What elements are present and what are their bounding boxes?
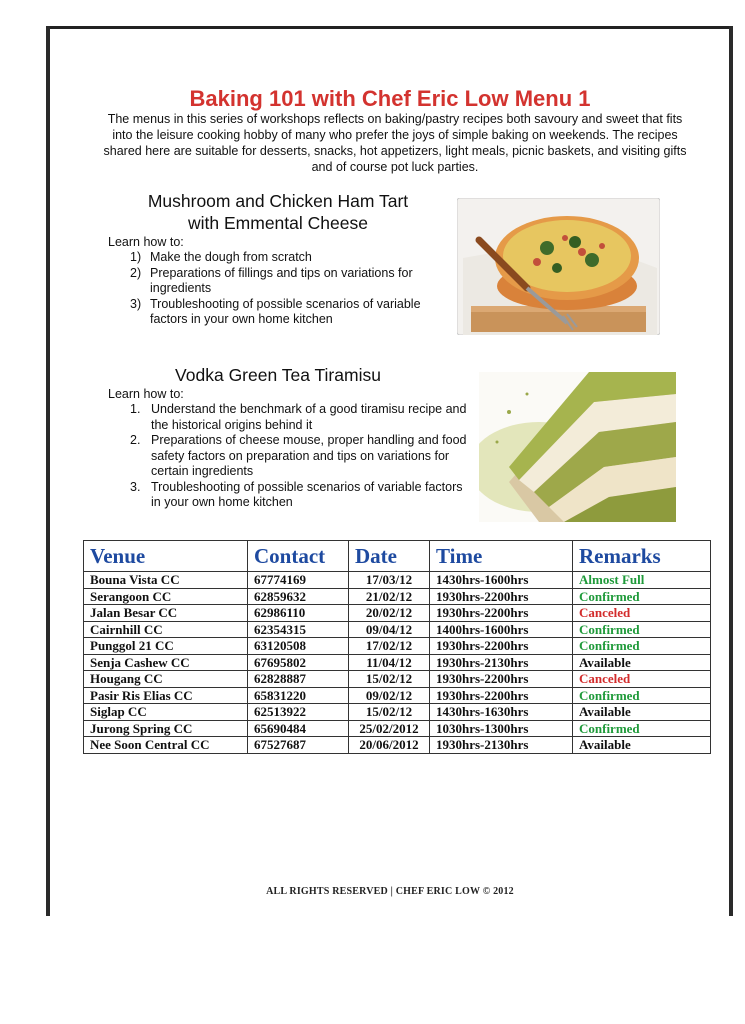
recipe1-title-line1: Mushroom and Chicken Ham Tart [147,191,409,211]
step-number: 1) [130,250,142,264]
cell-contact: 67774169 [248,572,349,589]
cell-venue: Punggol 21 CC [84,638,248,655]
cell-remarks: Available [573,704,711,721]
table-row [84,638,711,655]
cell-date: 17/03/12 [349,572,430,589]
cell-date: 20/02/12 [349,605,430,622]
cell-date: 11/04/12 [349,654,430,671]
cell-time: 1930hrs-2200hrs [430,671,573,688]
cell-contact: 62513922 [248,704,349,721]
cell-remarks: Available [573,654,711,671]
recipe1-title [108,190,448,234]
cell-time: 1930hrs-2200hrs [430,687,573,704]
cell-date: 15/02/12 [349,704,430,721]
step-text: Troubleshooting of possible scenarios of variable factors in your own home kitchen [150,296,421,326]
cell-remarks: Confirmed [573,638,711,655]
cell-venue: Bouna Vista CC [84,572,248,589]
table-row [84,572,711,589]
cell-remarks: Available [573,737,711,754]
cell-venue: Nee Soon Central CC [84,737,248,754]
cell-venue: Pasir Ris Elias CC [84,687,248,704]
column-header-date: Date [349,541,430,572]
recipe2-steps [130,402,471,511]
cell-contact: 62859632 [248,588,349,605]
cell-venue: Senja Cashew CC [84,654,248,671]
step-number: 2. [130,433,141,447]
table-row [84,588,711,605]
column-header-remarks: Remarks [573,541,711,572]
cell-time: 1430hrs-1630hrs [430,704,573,721]
cell-time: 1930hrs-2200hrs [430,638,573,655]
step-text: Understand the benchmark of a good tiramisu recipe and the historical origins behind it [151,402,467,432]
step-text: Preparations of cheese mouse, proper handling and food safety factors on preparation and tips on variations for certain ingredients [151,433,467,478]
step-text: Troubleshooting of possible scenarios of variable factors in your own home kitchen [151,479,463,509]
cell-date: 09/04/12 [349,621,430,638]
table-row [84,704,711,721]
list-item [130,479,471,511]
cell-time: 1030hrs-1300hrs [430,720,573,737]
cell-remarks: Canceled [573,671,711,688]
table-row [84,720,711,737]
cell-contact: 62354315 [248,621,349,638]
step-number: 2) [130,265,142,280]
cell-remarks: Confirmed [573,687,711,704]
cell-contact: 62986110 [248,605,349,622]
cell-date: 21/02/12 [349,588,430,605]
cell-venue: Serangoon CC [84,588,248,605]
cell-remarks: Almost Full [573,572,711,589]
table-row [84,621,711,638]
step-number: 3. [130,479,141,494]
cell-time: 1430hrs-1600hrs [430,572,573,589]
cell-contact: 62828887 [248,671,349,688]
cell-remarks: Canceled [573,605,711,622]
list-item [130,296,450,328]
cell-contact: 67695802 [248,654,349,671]
cell-date: 17/02/12 [349,638,430,655]
cell-date: 15/02/12 [349,671,430,688]
page-border-top [46,26,733,29]
table-row [84,671,711,688]
cell-remarks: Confirmed [573,588,711,605]
cell-contact: 65690484 [248,720,349,737]
cell-contact: 63120508 [248,638,349,655]
cell-venue: Jurong Spring CC [84,720,248,737]
cell-date: 09/02/12 [349,687,430,704]
schedule-table [83,540,711,754]
table-row [84,687,711,704]
tiramisu-photo [479,372,676,522]
cell-remarks: Confirmed [573,621,711,638]
table-row [84,605,711,622]
cell-time: 1930hrs-2130hrs [430,737,573,754]
step-text: Make the dough from scratch [150,250,312,264]
cell-time: 1930hrs-2130hrs [430,654,573,671]
column-header-venue: Venue [84,541,248,572]
page-border-left [46,26,50,916]
cell-contact: 65831220 [248,687,349,704]
list-item [130,433,471,480]
recipe1-learn-label: Learn how to: [108,235,184,249]
table-row [84,737,711,754]
cell-venue: Hougang CC [84,671,248,688]
step-text: Preparations of fillings and tips on variations for ingredients [150,265,413,295]
cell-date: 25/02/2012 [349,720,430,737]
page-title: Baking 101 with Chef Eric Low Menu 1 [189,86,591,111]
step-number: 3) [130,296,142,311]
column-header-time: Time [430,541,573,572]
cell-remarks: Confirmed [573,720,711,737]
copyright-footer: ALL RIGHTS RESERVED | CHEF ERIC LOW © 2012 [266,886,514,897]
tart-photo [457,198,660,335]
page-border-right [729,26,733,916]
list-item [130,402,471,433]
table-header-row [84,541,711,572]
list-item [130,265,450,297]
cell-time: 1400hrs-1600hrs [430,621,573,638]
step-number: 1. [130,402,141,416]
column-header-contact: Contact [248,541,349,572]
cell-contact: 67527687 [248,737,349,754]
cell-venue: Jalan Besar CC [84,605,248,622]
table-row [84,654,711,671]
intro-paragraph: The menus in this series of workshops reflects on baking/pastry recipes both savoury and sweet that fits into the leisure cooking hobby of many who prefer the joys of simple baking on weekends. The recipes shared here are suitable for desserts, snacks, hot appetizers, light meals, picnic baskets, and visiting gifts and of course pot luck parties. [103,112,687,174]
cell-time: 1930hrs-2200hrs [430,605,573,622]
cell-venue: Siglap CC [84,704,248,721]
recipe1-title-line2: with Emmental Cheese [188,213,368,233]
recipe1-steps [130,250,450,328]
cell-date: 20/06/2012 [349,737,430,754]
cell-time: 1930hrs-2200hrs [430,588,573,605]
recipe2-learn-label: Learn how to: [108,387,184,401]
list-item [130,250,450,266]
cell-venue: Cairnhill CC [84,621,248,638]
recipe2-title: Vodka Green Tea Tiramisu [175,365,381,385]
